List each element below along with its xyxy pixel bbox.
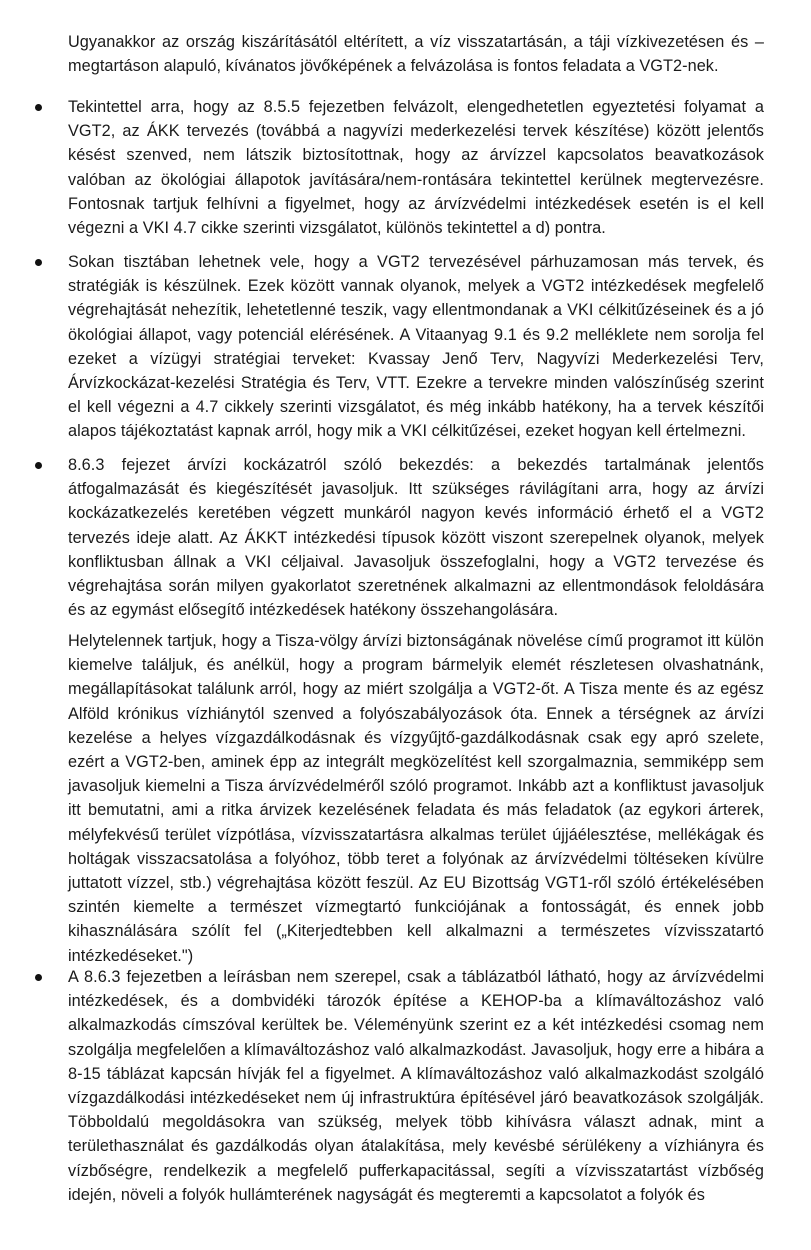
paragraph-vision: Ugyanakkor az ország kiszárításától eltérített, a víz visszatartásán, a táji vízkivezetésen és – megtartáson alapuló, kívánatos jövőképének a felvázolása is fontos feladata a VGT2-nek. (68, 33, 764, 76)
bullet-icon (33, 453, 45, 477)
paragraph-flood-risk-chapter: 8.6.3 fejezet árvízi kockázatról szóló bekezdés: a bekezdés tartalmának jelentős átfogalmazását és kiegészítését javasoljuk. Itt szükséges rávilágítani arra, hogy az árvízi kockázatkezelés keretében végzett munkáról nagyon kevés információ érhető el a VGT2 tervezés ideje alatt. Az ÁKKT intézkedési típusok között viszont szerepelnek olyanok, melyek konfliktusban állnak a VKI céljaival. Javasoljuk összefoglalni, hogy a VGT2 tervezése és végrehajtása során milyen gyakorlatot szeretnének alkalmazni az ellentmondások feloldására és az egymást elősegítő intézkedések hatékony összehangolására. (68, 456, 764, 620)
paragraph-parallel-strategies: Sokan tisztában lehetnek vele, hogy a VGT2 tervezésével párhuzamosan más tervek, és stratégiák is készülnek. Ezek között vannak olyanok, melyek a VGT2 intézkedések megfelelő végrehajtását nehezítik, lehetetlenné teszik, vagy ellentmondanak a VKI célkitűzéseinek és a jó ökológiai állapot, vagy potenciál elérésének. A Vitaanyag 9.1 és 9.2 melléklete nem sorolja fel ezeket a vízügyi stratégiai terveket: Kvassay Jenő Terv, Nagyvízi Mederkezelési Terv, Árvízkockázat-kezelési Stratégia és Terv, VTT. Ezekre a tervekre minden valószínűség szerint el kell végezni a 4.7 cikkely szerinti vizsgálatot, és még inkább hatékony, ha a tervek készítői alapos tájékoztatást kapnak arról, hogy mik a VKI célkitűzései, ezeket hogyan kell értelmezni. (68, 253, 764, 441)
bullet-icon (33, 250, 45, 274)
bullet-icon (33, 965, 45, 989)
paragraph-climate-adaptation: A 8.6.3 fejezetben a leírásban nem szerepel, csak a táblázatból látható, hogy az árvízvédelmi intézkedések, és a dombvidéki tározók építése a KEHOP-ba a klímaváltozáshoz való alkalmazkodás címszóval kerültek be. Véleményünk szerint ez a két intézkedési csomag nem szolgálja megfelelően a klímaváltozáshoz való alkalmazkodást. Javasoljuk, hogy erre a hibára a 8-15 táblázat kapcsán hívják fel a figyelmet. A klímaváltozáshoz való alkalmazkodást szolgáló vízgazdálkodási intézkedéseket nem új infrastruktúra építésével járó beavatkozások szolgálják. Többoldalú megoldásokra van szükség, melyek több kihívásra választ adnak, mint a területhasználat és gazdálkodás olyan átalakítása, mely kevésbé sérülékeny a vízhiányra és vízbőségre, rendelkezik a megfelelő pufferkapacitással, segíti a vízvisszatartást vízbőség idején, növeli a folyók hullámterének nagyságát és megteremti a kapcsolatot a folyók és (68, 968, 764, 1204)
paragraph-flood-coordination: Tekintettel arra, hogy az 8.5.5 fejezetben felvázolt, elengedhetetlen egyeztetési folyamat a VGT2, az ÁKK tervezés (továbbá a nagyvízi mederkezelési tervek készítése) között jelentős késést szenved, nem látszik biztosítottnak, hogy az árvízzel kapcsolatos beavatkozások valóban az ökológiai állapotok javítására/nem-rontására tekintettel kerülnek megtervezésre. Fontosnak tartjuk felhívni a figyelmet, hogy az árvízvédelmi intézkedések esetén is el kell végezni a VKI 4.7 cikke szerinti vizsgálatot, különös tekintettel a d) pontra. (68, 98, 764, 238)
bullet-icon (33, 95, 45, 119)
paragraph-tisza-program: Helytelennek tartjuk, hogy a Tisza-völgy árvízi biztonságának növelése című programot itt külön kiemelve találjuk, és anélkül, hogy a program bármelyik elemét részletesen olvashatnánk, megállapításokat találunk arról, hogy az miért szolgálja a VGT2-őt. A Tisza mente és az egész Alföld krónikus vízhiánytól szenved a folyószabályozások óta. Ennek a térségnek az árvízi kezelése a helyes vízgazdálkodásnak és vízgyűjtő-gazdálkodásnak csak egy apró szelete, ezért a VGT2-ben, aminek épp az integrált megközelítést kell szorgalmaznia, semmiképp sem javasoljuk kiemelni a Tisza árvízvédelméről szóló programot. Inkább azt a konfliktust javasoljuk itt bemutatni, ami a ritka árvizek kezelésének feladata és más feladatok (az egykori árterek, mélyfekvésű terület vízpótlása, vízvisszatartásra alkalmas terület újjáélesztése, mellékágak és holtágak visszacsatolása a folyóhoz, több teret a folyónak az árvízvédelmi töltéseken kívülre juttatott vízzel, stb.) végrehajtása között feszül. Az EU Bizottság VGT1-ről szóló értékelésében szintén kiemelte a természet vízmegtartó funkciójának a fontosságát, és ennek jobb kihasználására szólít fel („Kiterjedtebben kell alkalmazni a természetes vízvisszatartó intézkedéseket.") (68, 632, 764, 965)
